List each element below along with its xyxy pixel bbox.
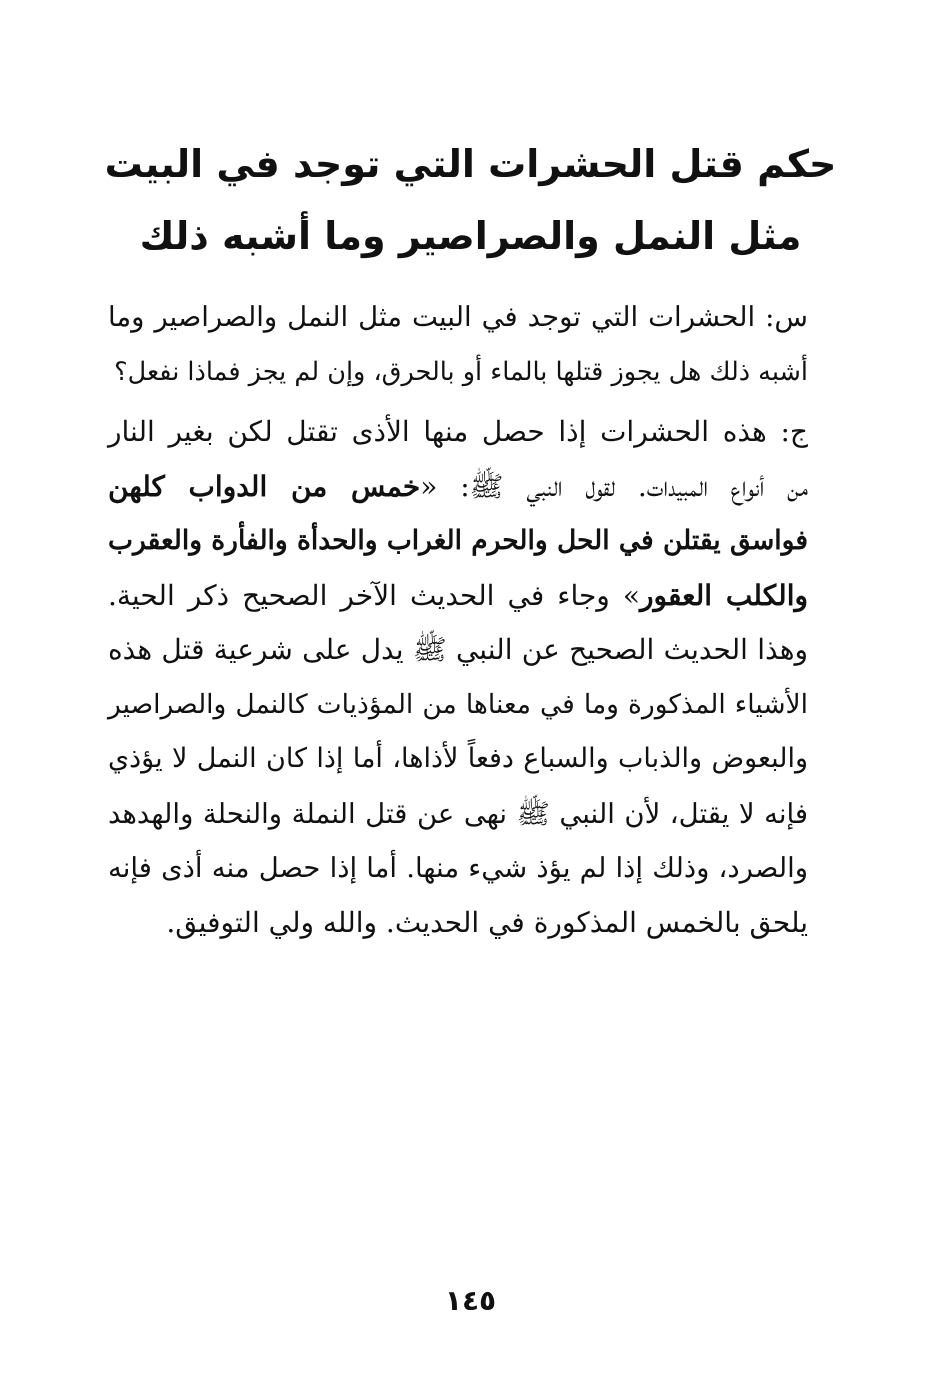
answer-paragraph	[108, 405, 808, 950]
title-line-1: حكم قتل الحشرات التي توجد في البيت	[104, 142, 837, 186]
article-body	[108, 290, 808, 950]
answer-line-8: فإنه لا يقتل، لأن النبي ﷺ نهى عن قتل النملة والنحلة والهدهد	[108, 797, 808, 830]
answer-line-6: الأشياء المذكورة وما في معناها من المؤذيات كالنمل والصراصير	[108, 688, 808, 720]
page-title	[100, 128, 841, 272]
answer-line-4	[108, 569, 808, 624]
answer-line-7: والبعوض والذباب والسباع دفعاً لأذاها، أما إذا كان النمل لا يؤذي	[108, 743, 808, 774]
question-paragraph	[108, 290, 808, 399]
hadith-quote-middle: فواسق يقتلن في الحل والحرم الغراب والحدأة والفأرة والعقرب	[108, 525, 808, 556]
hadith-quote-start: خمس من الدواب كلهن	[108, 469, 421, 503]
answer-line-4-text: » وجاء في الحديث الآخر الصحيح ذكر الحية.	[108, 578, 641, 612]
answer-line-1: ج: هذه الحشرات إذا حصل منها الأذى تقتل لكن بغير النار	[108, 415, 808, 448]
question-line-2: أشبه ذلك هل يجوز قتلها بالماء أو بالحرق، وإن لم يجز فماذا نفعل؟	[114, 356, 808, 387]
answer-line-2	[108, 460, 808, 515]
title-line-2: مثل النمل والصراصير وما أشبه ذلك	[139, 214, 802, 258]
answer-line-9: والصرد، وذلك إذا لم يؤذ شيء منها. أما إذا حصل منه أذى فإنه	[108, 852, 808, 884]
answer-line-2-text: من أنواع المبيدات. لقول النبي ﷺ: «	[420, 469, 808, 503]
question-line-1: س: الحشرات التي توجد في البيت مثل النمل والصراصير وما	[108, 301, 808, 333]
answer-line-10: يلحق بالخمس المذكورة في الحديث. والله ولي التوفيق.	[166, 905, 808, 939]
answer-line-5: وهذا الحديث الصحيح عن النبي ﷺ يدل على شرعية قتل هذه	[108, 633, 808, 666]
hadith-quote-end: والكلب العقور	[640, 578, 808, 612]
page-number: ١٤٥	[444, 1284, 497, 1317]
